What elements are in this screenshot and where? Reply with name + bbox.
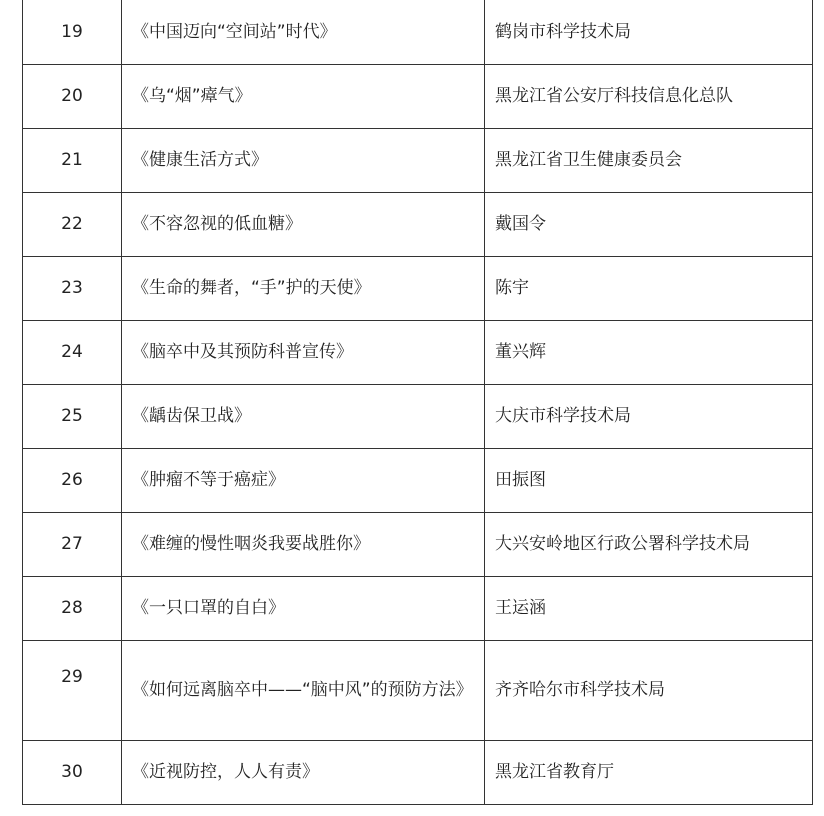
submitter: 齐齐哈尔市科学技术局 <box>485 640 813 740</box>
submitter: 大庆市科学技术局 <box>485 384 813 448</box>
submitter: 戴国令 <box>485 192 813 256</box>
submitter: 黑龙江省卫生健康委员会 <box>485 128 813 192</box>
row-number: 26 <box>23 448 122 512</box>
row-number: 25 <box>23 384 122 448</box>
submitter: 董兴辉 <box>485 320 813 384</box>
row-number: 21 <box>23 128 122 192</box>
work-title: 《一只口罩的自白》 <box>122 576 485 640</box>
table-row <box>23 740 813 804</box>
submitter: 鹤岗市科学技术局 <box>485 0 813 64</box>
submitter: 黑龙江省公安厅科技信息化总队 <box>485 64 813 128</box>
row-number: 19 <box>23 0 122 64</box>
submitter: 黑龙江省教育厅 <box>485 740 813 804</box>
table-row <box>23 0 813 64</box>
table-row <box>23 64 813 128</box>
table-row <box>23 448 813 512</box>
row-number: 24 <box>23 320 122 384</box>
work-title: 《近视防控，人人有责》 <box>122 740 485 804</box>
row-number: 23 <box>23 256 122 320</box>
table-row <box>23 320 813 384</box>
work-title: 《中国迈向“空间站”时代》 <box>122 0 485 64</box>
work-title: 《如何远离脑卒中——“脑中风”的预防方法》 <box>122 640 485 740</box>
table-row <box>23 576 813 640</box>
table-row <box>23 192 813 256</box>
work-title: 《龋齿保卫战》 <box>122 384 485 448</box>
submitter: 王运涵 <box>485 576 813 640</box>
row-number: 22 <box>23 192 122 256</box>
work-title: 《生命的舞者，“手”护的天使》 <box>122 256 485 320</box>
table-row <box>23 128 813 192</box>
submitter: 陈宇 <box>485 256 813 320</box>
work-title: 《脑卒中及其预防科普宣传》 <box>122 320 485 384</box>
work-title: 《难缠的慢性咽炎我要战胜你》 <box>122 512 485 576</box>
table-row <box>23 640 813 740</box>
row-number: 30 <box>23 740 122 804</box>
work-title: 《健康生活方式》 <box>122 128 485 192</box>
row-number: 20 <box>23 64 122 128</box>
works-table-container <box>22 0 813 805</box>
row-number: 28 <box>23 576 122 640</box>
table-row <box>23 512 813 576</box>
works-table <box>22 0 813 805</box>
row-number: 27 <box>23 512 122 576</box>
row-number: 29 <box>23 640 122 740</box>
work-title: 《不容忽视的低血糖》 <box>122 192 485 256</box>
table-row <box>23 256 813 320</box>
work-title: 《乌“烟”瘴气》 <box>122 64 485 128</box>
submitter: 大兴安岭地区行政公署科学技术局 <box>485 512 813 576</box>
table-row <box>23 384 813 448</box>
submitter: 田振图 <box>485 448 813 512</box>
work-title: 《肿瘤不等于癌症》 <box>122 448 485 512</box>
